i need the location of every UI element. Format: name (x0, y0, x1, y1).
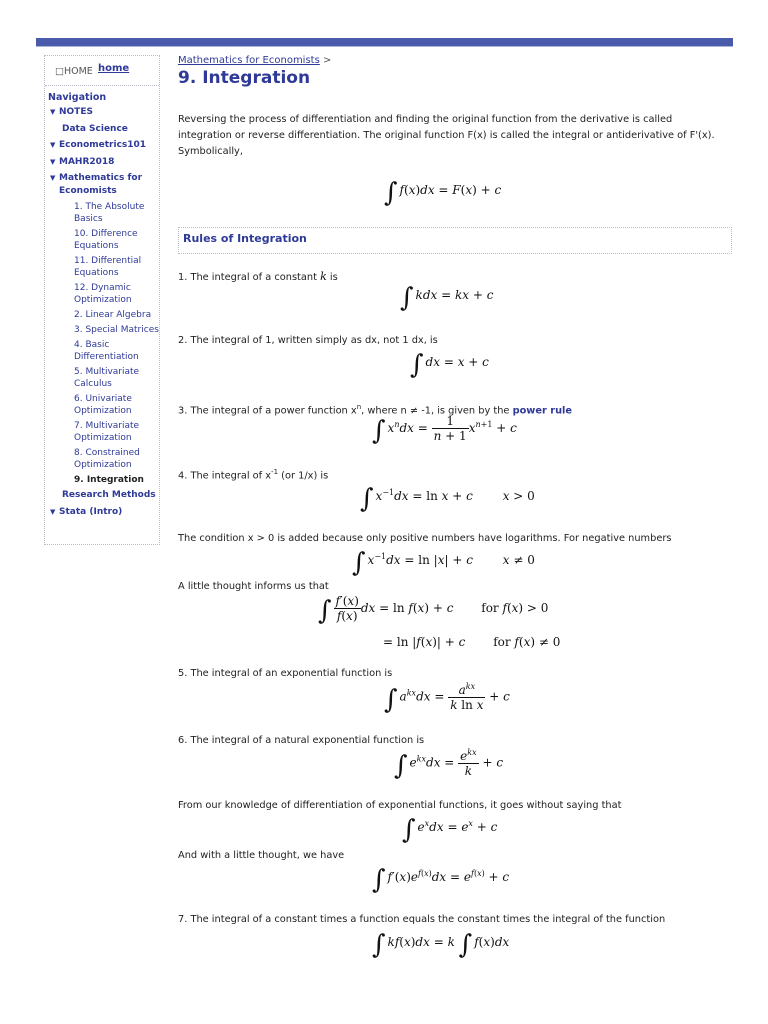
equation-rule-5: ∫ $a^{kx}dx$ = $\frac{a^{kx}}{\text{k ln x}}$ + c (384, 682, 510, 715)
nav-item-econometrics101[interactable] (48, 139, 159, 152)
nav-subitem[interactable]: 5. Multivariate Calculus (74, 367, 140, 389)
rule-6-text: 6. The integral of a natural exponential function is (178, 735, 425, 746)
rules-heading: Rules of Integration (183, 232, 307, 245)
nav-label: Stata (Intro) (59, 506, 123, 517)
power-rule-link[interactable]: power rule (512, 405, 573, 417)
rules-heading-box (178, 227, 732, 254)
equation-log-derivative: ∫ $\frac{f'(x)}{f(x)}$ dx = ln f(x) + c for f(x) > 0 (318, 594, 549, 626)
rule-1-label: 1. The integral of a constant (178, 272, 317, 283)
rule-7-text: 7. The integral of a constant times a function equals the constant times the integral of the function (178, 914, 666, 925)
equation-rule-6: ∫ $e^{kx}dx$ = $\frac{e^{kx}}{k}$ + c (394, 748, 504, 781)
nav-item-mathematics-for-economists[interactable] (48, 172, 159, 197)
with-thought-paragraph: And with a little thought, we have (178, 850, 345, 861)
rule-3-label-b: , where n ≠ -1, is given by the (361, 405, 510, 417)
nav-label: NOTES (59, 107, 93, 117)
home-link[interactable]: home (98, 63, 130, 74)
rule-2-text: 2. The integral of 1, written simply as dx, not 1 dx, is (178, 335, 438, 346)
nav-item-notes[interactable] (48, 106, 159, 119)
nav-label: Research Methods (62, 490, 156, 500)
expand-triangle-icon[interactable]: ▼ (50, 157, 56, 166)
rule-3-label: 3. The integral of a power function x (178, 405, 357, 417)
rule-1-k: k (320, 270, 327, 283)
expand-triangle-icon[interactable]: ▼ (50, 108, 56, 116)
little-thought-paragraph: A little thought informs us that (178, 581, 329, 592)
intro-paragraph: Reversing the process of differentiation and finding the original function from the derivative is called integration or reverse differentiation. The original function F(x) is called the integral or antiderivative of F'(x). Symbolically, (178, 114, 715, 157)
breadcrumb-link[interactable]: Mathematics for Economists (178, 55, 320, 66)
home-image-icon[interactable]: □HOME (55, 66, 93, 77)
home-box (45, 56, 159, 86)
nav-item-stata[interactable] (48, 506, 159, 519)
nav-label: Data Science (62, 123, 128, 134)
navigation (45, 86, 159, 518)
nav-subitem[interactable]: 3. Special Matrices (74, 325, 159, 335)
nav-subitem[interactable]: 12. Dynamic Optimization (74, 283, 132, 305)
equation-rule-1: ∫ kdx = kx + c (400, 283, 494, 313)
nav-label: Mathematics for (59, 173, 143, 183)
equation-rule-3: ∫ $x^ndx$ = $\frac{1}{n + 1}$ $x^{n+1} + c$ (372, 414, 517, 446)
condition-paragraph: The condition x > 0 is added because only positive numbers have logarithms. For negative numbers (178, 533, 672, 544)
breadcrumb (178, 55, 733, 66)
nav-item-research-methods[interactable] (48, 489, 159, 502)
nav-subitem[interactable]: 6. Univariate Optimization (74, 394, 132, 416)
expand-triangle-icon[interactable]: ▼ (50, 174, 56, 182)
rule-5-text: 5. The integral of an exponential function is (178, 668, 393, 679)
rule-4-sup: -1 (271, 468, 279, 476)
nav-item-data-science[interactable] (48, 123, 159, 136)
nav-subitem[interactable]: 10. Difference Equations (74, 229, 138, 251)
nav-subitem[interactable]: 1. The Absolute Basics (74, 202, 145, 224)
equation-rule-4: ∫ $x^{-1}dx = \ln x + c$ x > 0 (360, 484, 535, 514)
sidebar (44, 55, 160, 545)
equation-exp: ∫ $e^xdx = e^x + c$ (402, 815, 498, 845)
nav-subitem[interactable]: 8. Constrained Optimization (74, 448, 140, 470)
nav-item-mahr2018[interactable] (48, 156, 159, 169)
top-banner-bar (36, 38, 733, 47)
rule-4-label-b: (or 1/x) is (281, 470, 329, 482)
main-content (178, 55, 733, 88)
equation-log-derivative-2: = ln |f(x)| + c for f(x) ≠ 0 (383, 635, 561, 649)
equation-definition: ∫ f(x)dx = F(x) + c (384, 178, 502, 208)
nav-subitem[interactable]: 7. Multivariate Optimization (74, 421, 140, 443)
rule-1-text (178, 269, 338, 286)
nav-subitem[interactable]: 2. Linear Algebra (74, 310, 152, 320)
home-image-alt: HOME (63, 66, 93, 77)
expand-triangle-icon[interactable]: ▼ (50, 507, 56, 516)
equation-chain-exp: ∫ $f'(x)e^{f(x)}dx = e^{f(x)} + c$ (372, 865, 510, 895)
rule-1-is: is (329, 272, 338, 283)
rule-3-sup: n (356, 403, 362, 411)
expand-triangle-icon[interactable]: ▼ (50, 141, 56, 149)
nav-label: MAHR2018 (59, 156, 115, 167)
knowledge-paragraph: From our knowledge of differentiation of exponential functions, it goes without saying that (178, 800, 622, 811)
equation-rule-7: ∫ kf(x)dx = k ∫ f(x)dx (372, 930, 510, 960)
rule-4-text (178, 464, 328, 484)
equation-rule-2: ∫ dx = x + c (410, 350, 489, 380)
breadcrumb-separator: > (323, 55, 332, 66)
nav-subitem[interactable]: 11. Differential Equations (74, 256, 142, 278)
nav-title: Navigation (48, 92, 107, 103)
nav-label-line2: Economists (59, 185, 117, 196)
nav-subitem-current[interactable]: 9. Integration (74, 475, 144, 485)
nav-label: Econometrics101 (59, 140, 147, 150)
equation-negative-log: ∫ $x^{-1}dx = \ln |x| + c$ x ≠ 0 (352, 548, 535, 578)
page-title: 9. Integration (178, 68, 311, 88)
nav-subitem[interactable]: 4. Basic Differentiation (74, 340, 139, 362)
rule-4-label: 4. The integral of x (178, 470, 272, 482)
